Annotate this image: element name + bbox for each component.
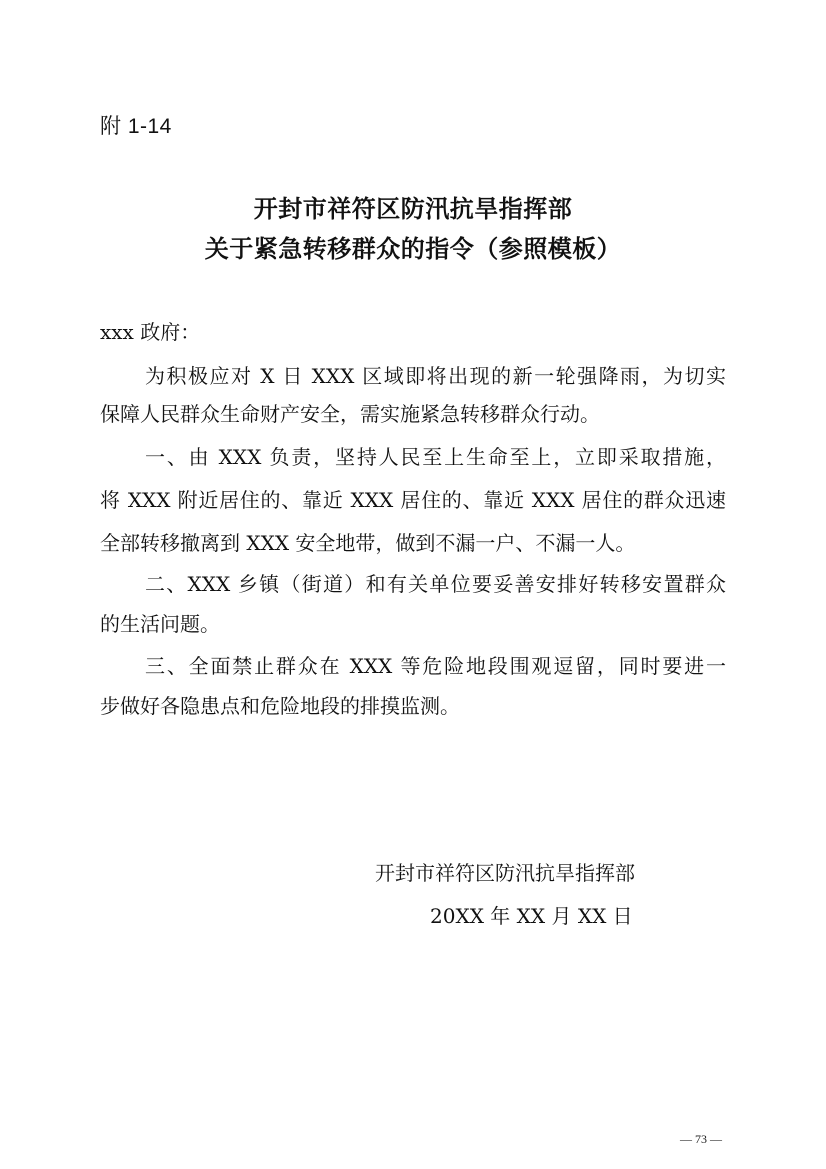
salutation: xxx 政府：: [100, 320, 201, 344]
paragraph-4-line-2: 步做好各隐患点和危险地段的排摸监测。: [100, 694, 460, 718]
paragraph-3-line-1: 二、XXX 乡镇（街道）和有关单位要妥善安排好转移安置群众: [145, 572, 726, 596]
paragraph-4-line-1: 三、全面禁止群众在 XXX 等危险地段围观逗留，同时要进一: [145, 654, 726, 678]
paragraph-1-line-1: 为积极应对 X 日 XXX 区域即将出现的新一轮强降雨，为切实: [145, 364, 726, 388]
document-title-line-1: 开封市祥符区防汛抗旱指挥部: [253, 195, 573, 223]
paragraph-1-line-2: 保障人民群众生命财产安全，需实施紧急转移群众行动。: [100, 402, 600, 426]
paragraph-2-line-3: 全部转移撤离到 XXX 安全地带，做到不漏一户、不漏一人。: [100, 531, 636, 555]
paragraph-2-line-2: 将 XXX 附近居住的、靠近 XXX 居住的、靠近 XXX 居住的群众迅速: [100, 488, 726, 512]
signature-organization: 开封市祥符区防汛抗旱指挥部: [375, 861, 635, 885]
page-number: — 73 —: [680, 1132, 722, 1146]
signature-date: 20XX 年 XX 月 XX 日: [430, 904, 633, 928]
document-title-line-2: 关于紧急转移群众的指令（参照模板）: [204, 235, 622, 263]
attachment-label: 附 1-14: [100, 115, 172, 138]
paragraph-3-line-2: 的生活问题。: [100, 612, 220, 636]
paragraph-2-line-1: 一、由 XXX 负责，坚持人民至上生命至上，立即采取措施，: [145, 445, 726, 469]
